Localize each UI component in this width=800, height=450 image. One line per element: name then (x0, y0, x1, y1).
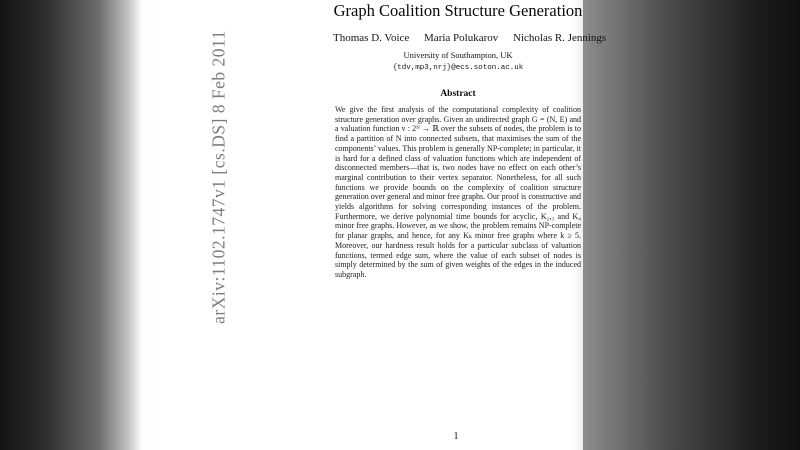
author-emails: {tdv,mp3,nrj}@ecs.soton.ac.uk (392, 64, 524, 72)
background-right (583, 0, 800, 450)
author-name-2: Maria Polukarov (424, 32, 499, 44)
arxiv-watermark: arXiv:1102.1747v1 [cs.DS] 8 Feb 2011 (208, 30, 229, 324)
author-list (327, 32, 607, 44)
background-left (0, 0, 133, 450)
page-number: 1 (453, 431, 459, 442)
abstract-text: We give the first analysis of the computational complexity of coalition structure generation over graphs. Given an undirected graph G = (N, E) and a valuation function v : 2ᴺ → ℝ over the subsets of nodes, the problem is to find a partition of N into connected subsets, that maximises the sum of the components’ values. This problem is generally NP-complete; in particular, it is hard for a defined class of valuation functions which are independent of disconnected members—that is, two nodes have no effect on each other’s marginal contribution to their vertex separator. Nonetheless, for all such functions we provide bounds on the complexity of coalition structure generation over general and minor free graphs. Our proof is constructive and yields algorithms for solving corresponding instances of the problem. Furthermore, we derive polynomial time bounds for acyclic, K₂,₃ and K₄ minor free graphs. However, as we show, the problem remains NP-complete for planar graphs, and hence, for any Kₖ minor free graphs where k ≥ 5. Moreover, our hardness result holds for a particular subclass of valuation functions, termed edge sum, where the value of each subset of nodes is simply determined by the sum of given weights of the edges in the induced subgraph. (335, 105, 581, 279)
paper-content (333, 0, 607, 280)
author-name-1: Thomas D. Voice (333, 32, 410, 44)
author-name-3: Nicholas R. Jennings (513, 32, 607, 44)
abstract-heading: Abstract (440, 89, 476, 99)
paper-title: Graph Coalition Structure Generation (333, 1, 583, 20)
affiliation: University of Southampton, UK (403, 50, 513, 60)
paper-page (133, 0, 607, 450)
